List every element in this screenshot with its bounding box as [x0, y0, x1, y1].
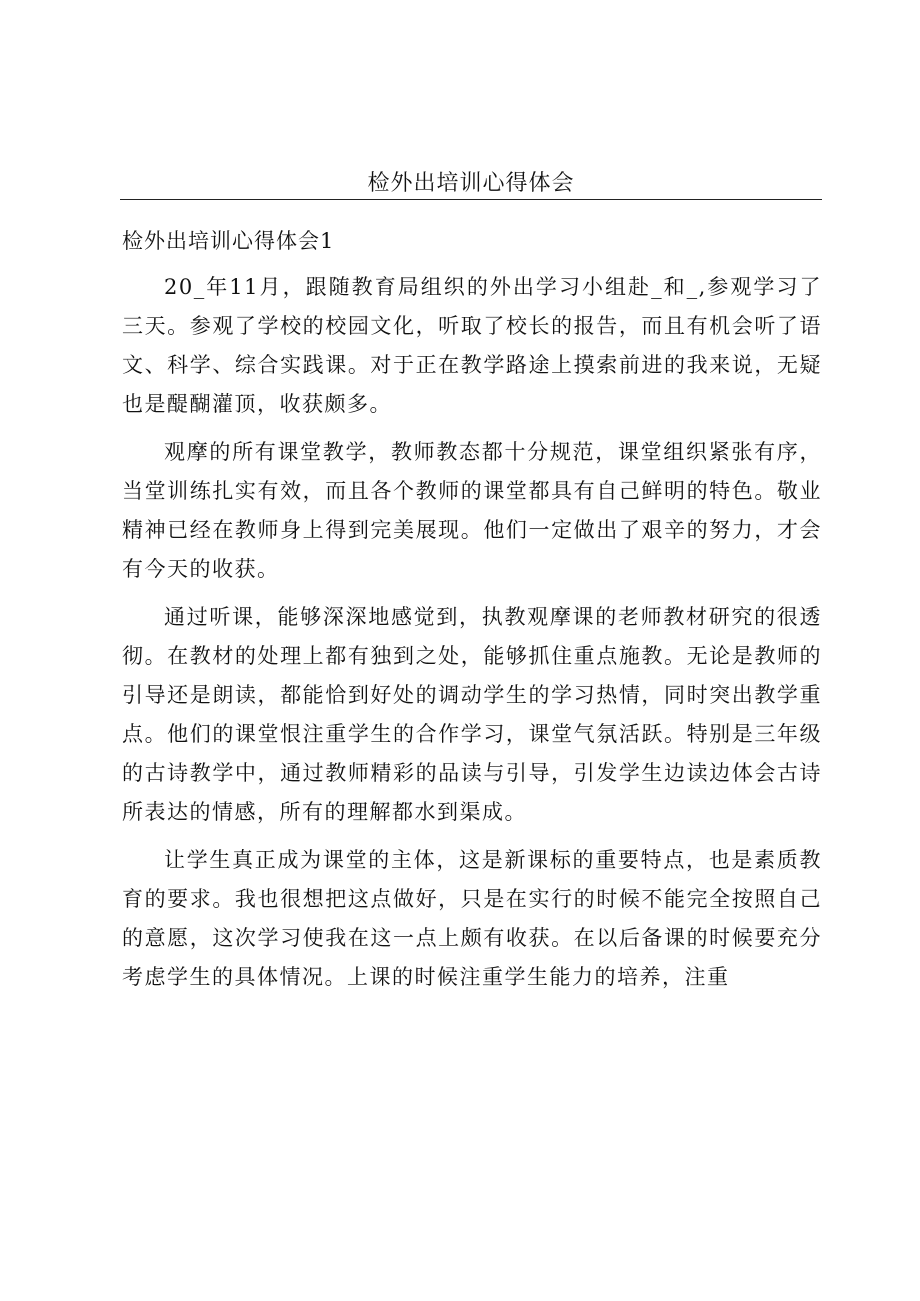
- paragraph-1: 20_年11月，跟随教育局组织的外出学习小组赴_和_,参观学习了三天。参观了学校的校园文化，听取了校长的报告，而且有机会听了语文、科学、综合实践课。对于正在教学路途上摸索前进的我来说，无疑也是醍醐灌顶，收获颇多。: [122, 275, 822, 416]
- title-underline-rule: [120, 199, 822, 200]
- paragraph-3: 通过听课，能够深深地感觉到，执教观摩课的老师教材研究的很透彻。在教材的处理上都有独到之处，能够抓住重点施教。无论是教师的引导还是朗读，都能恰到好处的调动学生的学习热情，同时突出教学重点。他们的课堂恨注重学生的合作学习，课堂气氛活跃。特别是三年级的古诗教学中，通过教师精彩的品读与引导，引发学生边读边体会古诗所表达的情感，所有的理解都水到渠成。: [122, 605, 822, 824]
- document-title: 检外出培训心得体会: [367, 171, 575, 196]
- paragraph-4: 让学生真正成为课堂的主体，这是新课标的重要特点，也是素质教育的要求。我也很想把这点做好，只是在实行的时候不能完全按照自己的意愿，这次学习使我在这一点上颇有收获。在以后备课的时候要充分考虑学生的具体情况。上课的时候注重学生能力的培养，注重: [122, 848, 822, 989]
- section-heading: 检外出培训心得体会1: [122, 229, 335, 253]
- document-body: [122, 268, 822, 1006]
- paragraph-2: 观摩的所有课堂教学，教师教态都十分规范，课堂组织紧张有序，当堂训练扎实有效，而且各个教师的课堂都具有自己鲜明的特色。敬业精神已经在教师身上得到完美展现。他们一定做出了艰辛的努力，才会有今天的收获。: [122, 440, 822, 581]
